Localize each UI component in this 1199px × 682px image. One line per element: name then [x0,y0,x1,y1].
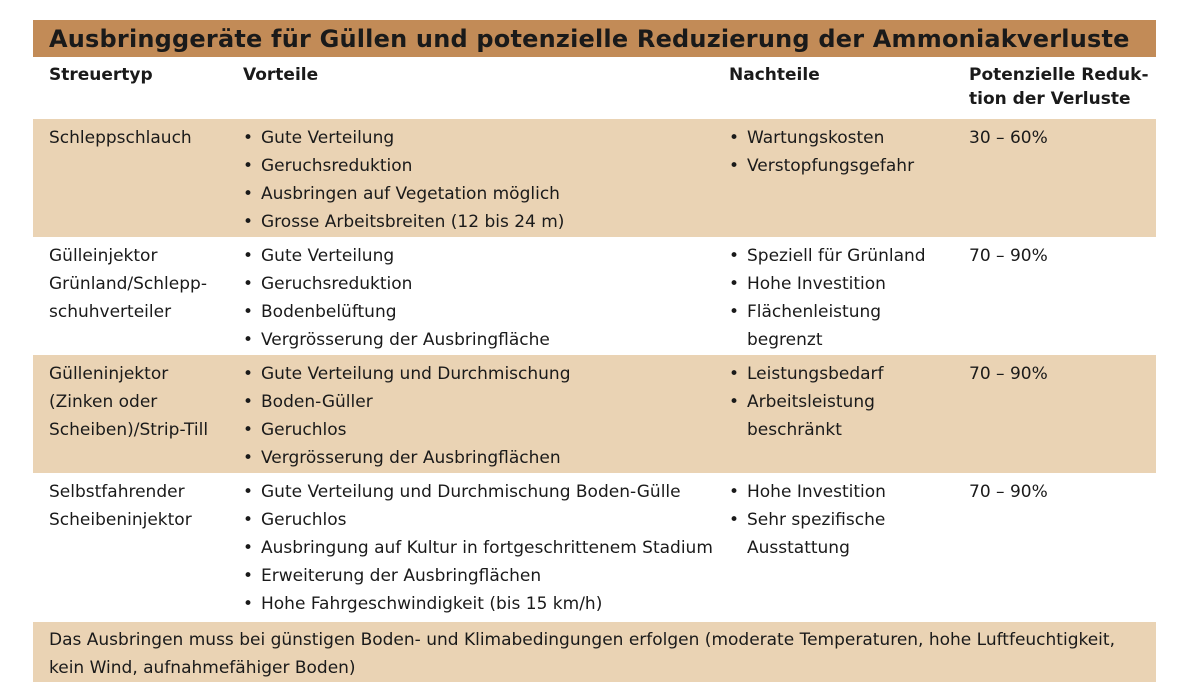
advantage-item: • Gute Verteilung [243,242,713,270]
disadvantage-item: • Hohe Investition [729,478,953,506]
table-row [33,237,1156,355]
cell-disadvantages [713,478,953,619]
disadvantage-item: • Wartungskosten [729,124,953,152]
advantage-item: • Grosse Arbeitsbreiten (12 bis 24 m) [243,208,713,236]
advantage-item: • Geruchlos [243,506,713,534]
disadvantage-item: • Flächenleistung begrenzt [729,298,953,354]
type-line: Gülleinjektor [49,246,158,266]
footer-note [33,622,1156,682]
type-line: Selbstfahrender [49,482,185,502]
advantage-item: • Erweiterung der Ausbringflächen [243,562,713,590]
advantage-item: • Ausbringen auf Vegetation möglich [243,180,713,208]
type-line: Scheibeninjektor [49,510,192,530]
header-reduction-line2: tion der Verluste [969,89,1131,109]
disadvantages-list [729,242,953,354]
type-line: Grünland/Schlepp- [49,274,207,294]
cell-type [33,242,227,355]
slurry-spreader-table [33,20,1156,682]
table-title-bar [33,20,1156,57]
type-line: Gülleninjektor [49,364,169,384]
advantage-item: • Hohe Fahrgeschwindigkeit (bis 15 km/h) [243,590,713,618]
footer-note-line2: kein Wind, aufnahmefähiger Boden) [49,658,356,678]
disadvantage-item: • Arbeitsleistung beschränkt [729,388,953,444]
advantage-item: • Gute Verteilung [243,124,713,152]
table-body [33,119,1156,619]
advantages-list [243,360,713,472]
header-reduction [953,63,1156,119]
cell-disadvantages [713,124,953,237]
cell-advantages [227,242,713,355]
table-header-row [33,57,1156,119]
cell-reduction: 70 – 90% [969,482,1048,502]
cell-type [33,478,227,619]
table-row [33,473,1156,619]
advantages-list [243,124,713,236]
footer-note-line1: Das Ausbringen muss bei günstigen Boden- und Klimabedingungen erfolgen (moderate Temperaturen, hohe Luftfeuchtigkeit, [49,630,1115,650]
cell-type [33,360,227,473]
header-reduction-line1: Potenzielle Reduk- [969,65,1149,85]
advantages-list [243,478,713,618]
table-title: Ausbringgeräte für Güllen und potenzielle Reduzierung der Ammoniakverluste [49,24,1130,53]
cell-reduction: 30 – 60% [969,128,1048,148]
type-line: Scheiben)/Strip-Till [49,420,209,440]
advantage-item: • Geruchsreduktion [243,270,713,298]
disadvantage-item: • Verstopfungsgefahr [729,152,953,180]
cell-advantages [227,360,713,473]
advantages-list [243,242,713,354]
disadvantage-item: • Leistungsbedarf [729,360,953,388]
type-line: Schleppschlauch [49,128,192,148]
cell-advantages [227,124,713,237]
advantage-item: • Vergrösserung der Ausbringflächen [243,444,713,472]
disadvantages-list [729,478,953,562]
header-type: Streuertyp [49,65,153,85]
disadvantages-list [729,124,953,180]
disadvantage-item: • Sehr spezifische Ausstattung [729,506,953,562]
header-disadvantages: Nachteile [729,65,820,85]
advantage-item: • Geruchsreduktion [243,152,713,180]
cell-reduction: 70 – 90% [969,246,1048,266]
advantage-item: • Bodenbelüftung [243,298,713,326]
disadvantages-list [729,360,953,444]
cell-advantages [227,478,713,619]
header-advantages: Vorteile [243,65,319,85]
disadvantage-item: • Speziell für Grünland [729,242,953,270]
table-row [33,119,1156,237]
advantage-item: • Gute Verteilung und Durchmischung [243,360,713,388]
cell-type [33,124,227,237]
type-line: schuhverteiler [49,302,172,322]
advantage-item: • Boden-Güller [243,388,713,416]
cell-disadvantages [713,360,953,473]
cell-reduction: 70 – 90% [969,364,1048,384]
advantage-item: • Gute Verteilung und Durchmischung Boden-Gülle [243,478,713,506]
advantage-item: • Ausbringung auf Kultur in fortgeschrittenem Stadium [243,534,713,562]
disadvantage-item: • Hohe Investition [729,270,953,298]
advantage-item: • Vergrösserung der Ausbringfläche [243,326,713,354]
advantage-item: • Geruchlos [243,416,713,444]
table-row [33,355,1156,473]
type-line: (Zinken oder [49,392,158,412]
cell-disadvantages [713,242,953,355]
